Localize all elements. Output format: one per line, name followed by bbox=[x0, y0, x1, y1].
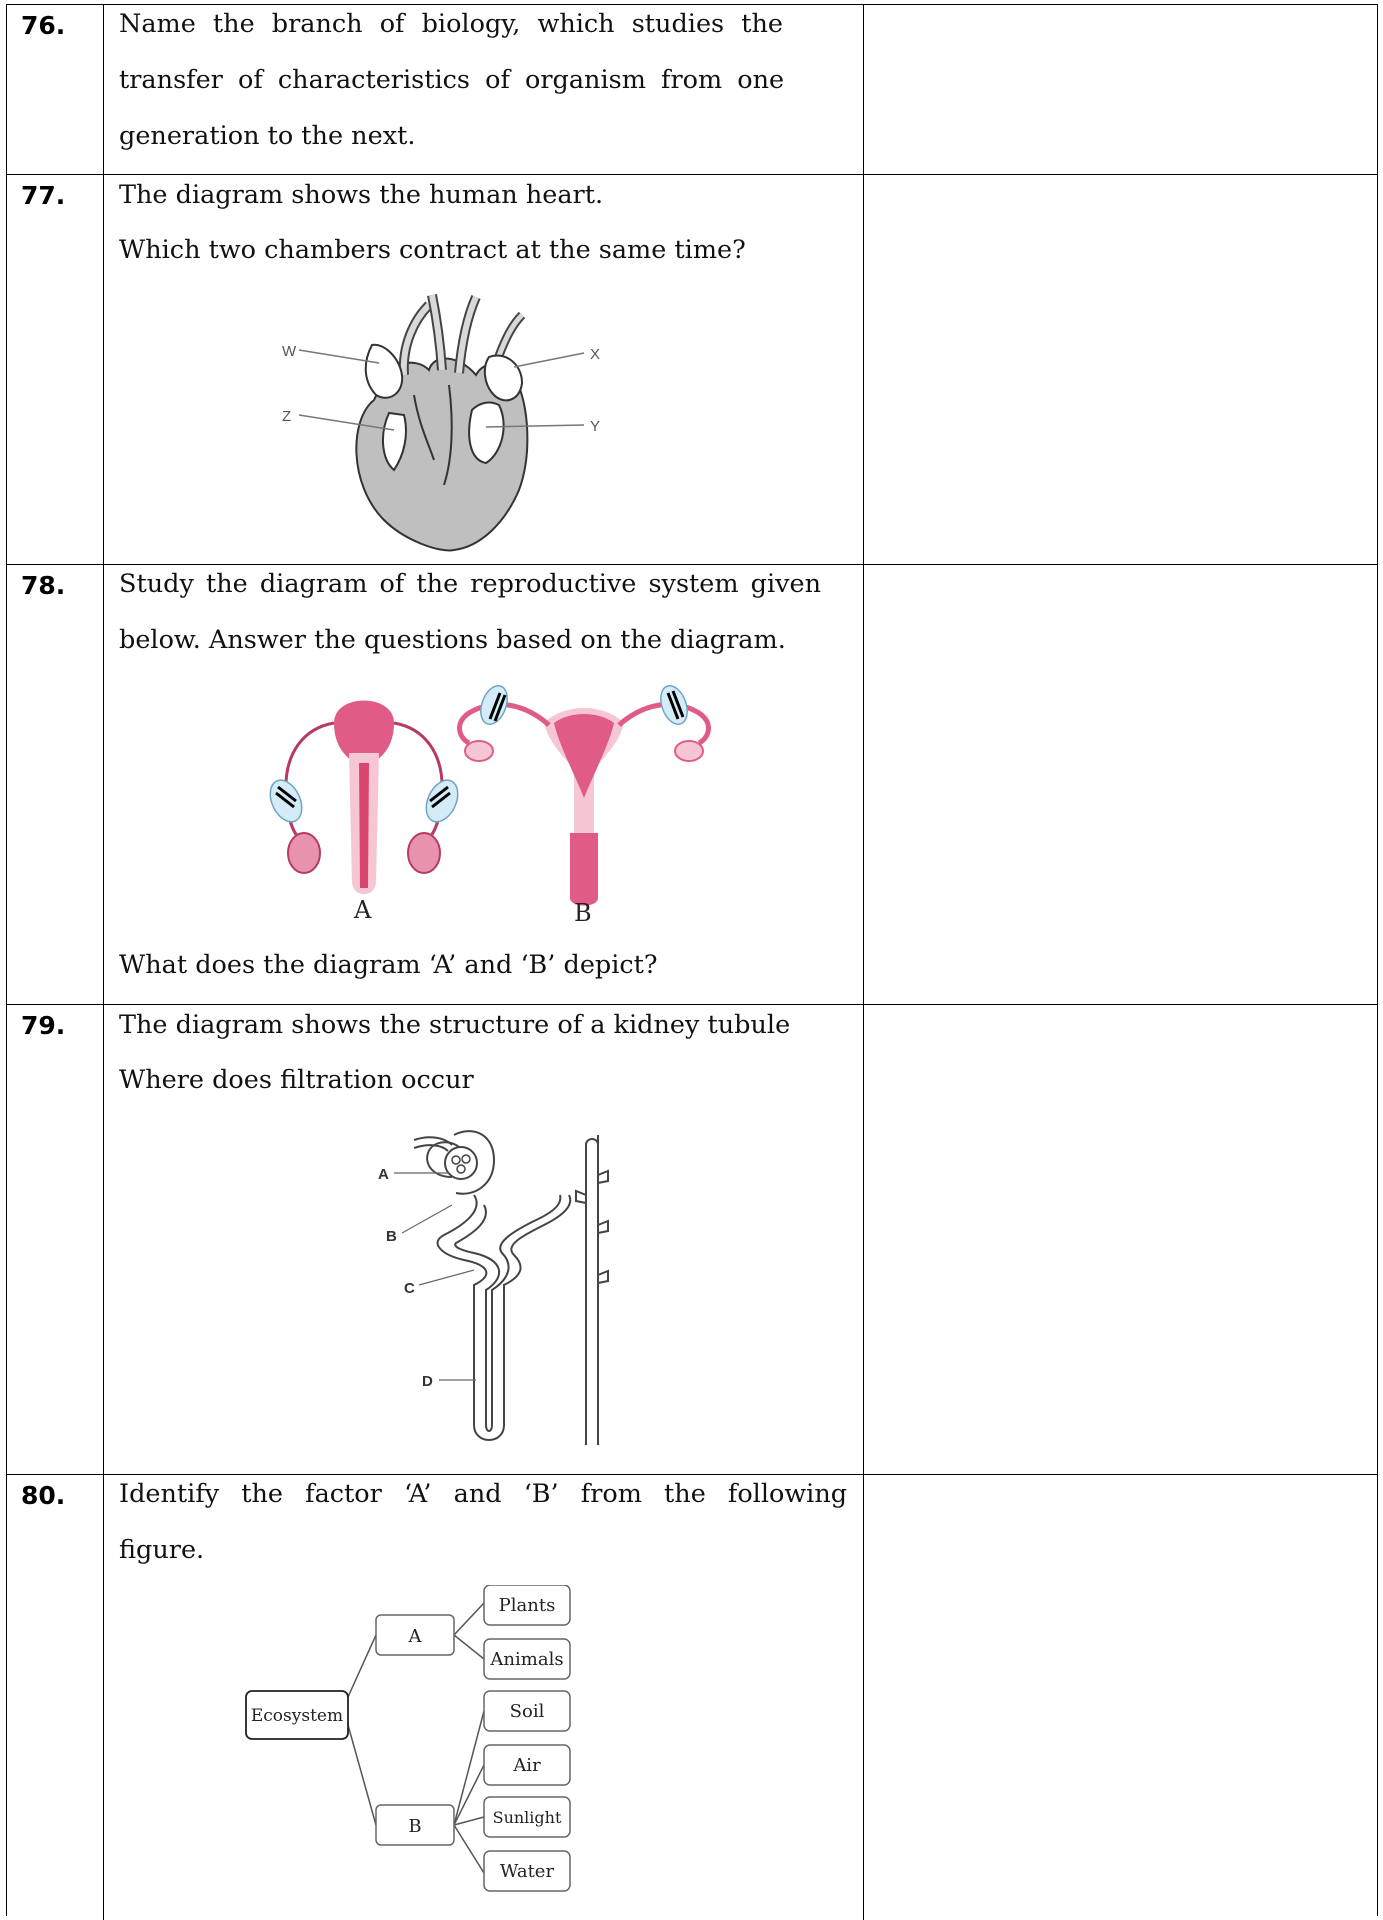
question-line: transfer of characteristics of organism from one bbox=[119, 65, 785, 95]
question-line: Study the diagram of the reproductive system given bbox=[119, 569, 822, 599]
answer-cell[interactable] bbox=[864, 1005, 1377, 1474]
flowchart-leaf: Plants bbox=[498, 1595, 556, 1616]
heart-label-y: Y bbox=[590, 418, 601, 435]
question-line: What does the diagram ‘A’ and ‘B’ depict? bbox=[119, 950, 658, 980]
question-line: below. Answer the questions based on the diagram. bbox=[119, 625, 786, 655]
question-row-76 bbox=[7, 4, 1377, 174]
question-text-cell bbox=[104, 175, 864, 564]
heart-label-x: X bbox=[590, 346, 601, 363]
question-table bbox=[6, 4, 1378, 1916]
flowchart-root: Ecosystem bbox=[250, 1706, 344, 1726]
male-reproductive-figure bbox=[264, 701, 464, 924]
tubule-label-b: B bbox=[386, 1228, 397, 1245]
heart-label-z: Z bbox=[282, 408, 292, 425]
question-row-80 bbox=[7, 1474, 1377, 1920]
heart-diagram bbox=[254, 285, 634, 555]
female-reproductive-figure bbox=[460, 683, 709, 923]
question-row-77 bbox=[7, 174, 1377, 564]
question-line: Where does filtration occur bbox=[119, 1065, 474, 1095]
question-text-cell bbox=[104, 5, 864, 174]
question-text-cell bbox=[104, 1475, 864, 1920]
heart-label-w: W bbox=[282, 343, 297, 360]
question-number: 80. bbox=[7, 1475, 104, 1920]
answer-cell[interactable] bbox=[864, 175, 1377, 564]
tubule-label-c: C bbox=[404, 1280, 415, 1297]
question-line: The diagram shows the structure of a kidney tubule bbox=[119, 1010, 791, 1040]
diagram-label-a: A bbox=[354, 896, 372, 923]
tubule-label-d: D bbox=[422, 1373, 433, 1390]
question-line: generation to the next. bbox=[119, 121, 416, 151]
answer-cell[interactable] bbox=[864, 565, 1377, 1004]
question-line bbox=[119, 1479, 848, 1509]
kidney-tubule-diagram bbox=[324, 1115, 664, 1455]
question-number: 79. bbox=[7, 1005, 104, 1474]
question-number: 76. bbox=[7, 5, 104, 174]
answer-cell[interactable] bbox=[864, 1475, 1377, 1920]
flowchart-leaf: Air bbox=[513, 1755, 541, 1776]
question-line: Which two chambers contract at the same time? bbox=[119, 235, 746, 265]
question-number: 77. bbox=[7, 175, 104, 564]
flowchart-leaf: Animals bbox=[490, 1649, 564, 1670]
reproductive-system-diagram bbox=[264, 683, 724, 923]
question-line-text: Name the branch of biology, which studies the bbox=[119, 9, 783, 39]
question-line bbox=[119, 9, 843, 39]
diagram-label-b: B bbox=[574, 899, 592, 923]
question-line-text: Identify the factor ‘A’ and ‘B’ from the following bbox=[119, 1479, 848, 1509]
flowchart-node-a: A bbox=[408, 1626, 422, 1647]
tubule-label-a: A bbox=[378, 1166, 389, 1183]
question-line: The diagram shows the human heart. bbox=[119, 180, 604, 210]
ecosystem-flowchart bbox=[244, 1585, 684, 1905]
question-line: figure. bbox=[119, 1535, 205, 1565]
flowchart-node-b: B bbox=[408, 1816, 422, 1837]
flowchart-leaf: Soil bbox=[509, 1701, 545, 1722]
question-text-cell bbox=[104, 565, 864, 1004]
flowchart-leaf: Sunlight bbox=[492, 1808, 562, 1827]
question-number: 78. bbox=[7, 565, 104, 1004]
question-row-79 bbox=[7, 1004, 1377, 1474]
answer-cell[interactable] bbox=[864, 5, 1377, 174]
question-text-cell bbox=[104, 1005, 864, 1474]
question-row-78 bbox=[7, 564, 1377, 1004]
flowchart-leaf: Water bbox=[499, 1861, 555, 1882]
